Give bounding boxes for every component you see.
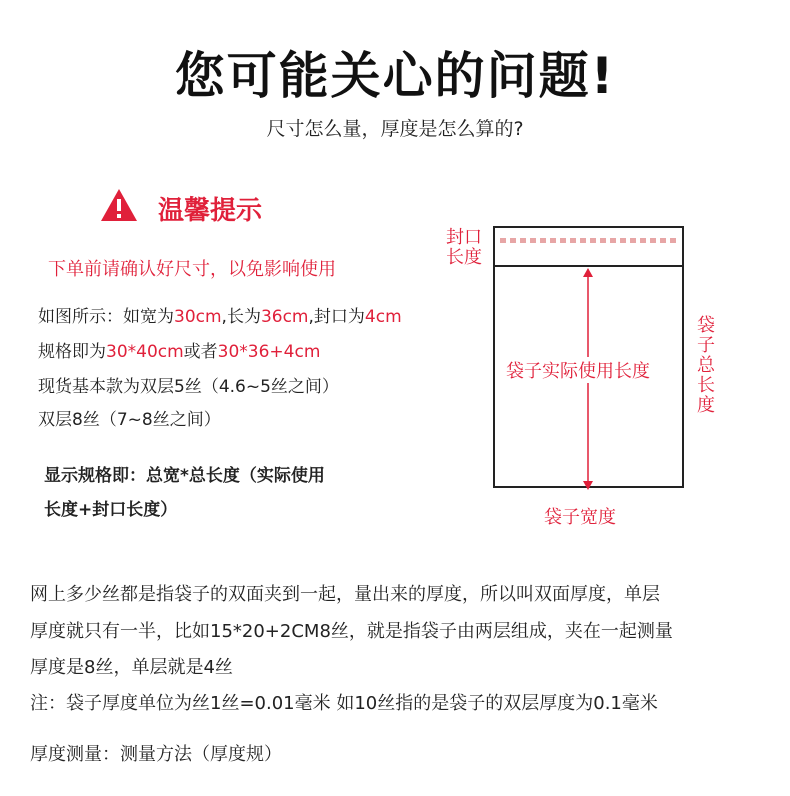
explanation-line2: 厚度就只有一半，比如15*20+2CM8丝，就是指袋子由两层组成，夹在一起测量 — [30, 621, 673, 642]
seal-strip — [500, 238, 676, 243]
thickness-measure: 厚度测量：测量方法（厚度规） — [30, 744, 282, 765]
spec-line-format: 规格即为30*40cm或者30*36+4cm — [38, 342, 321, 362]
explanation-line1: 网上多少丝都是指袋子的双面夹到一起，量出来的厚度，所以叫双面厚度，单层 — [30, 584, 660, 605]
seal-length-label: 封口 长度 — [446, 227, 482, 268]
spec-line-double: 双层8丝（7~8丝之间） — [38, 410, 221, 430]
display-spec-line1: 显示规格即：总宽*总长度（实际使用 — [44, 466, 325, 486]
bag-total-length-label: 袋子总长度 — [697, 315, 715, 416]
spec-line-example: 如图所示：如宽为30cm,长为36cm,封口为4cm — [38, 307, 402, 327]
order-notice: 下单前请确认好尺寸，以免影响使用 — [48, 259, 336, 280]
seal-bottom-line — [493, 265, 684, 267]
explanation-line3: 厚度是8丝，单层就是4丝 — [30, 657, 233, 678]
page-title: 您可能关心的问题! — [174, 47, 616, 105]
spec-line-stock: 现货基本款为双层5丝（4.6~5丝之间） — [38, 377, 339, 397]
warning-title: 温馨提示 — [158, 196, 263, 226]
actual-length-label: 袋子实际使用长度 — [504, 357, 652, 383]
warning-triangle-icon — [100, 188, 138, 222]
page-subtitle: 尺寸怎么量，厚度是怎么算的? — [266, 118, 524, 140]
display-spec-line2: 长度+封口长度） — [44, 500, 178, 520]
thickness-note: 注：袋子厚度单位为丝1丝=0.01毫米 如10丝指的是袋子的双层厚度为0.1毫米 — [30, 693, 658, 714]
bag-width-label: 袋子宽度 — [544, 507, 616, 528]
